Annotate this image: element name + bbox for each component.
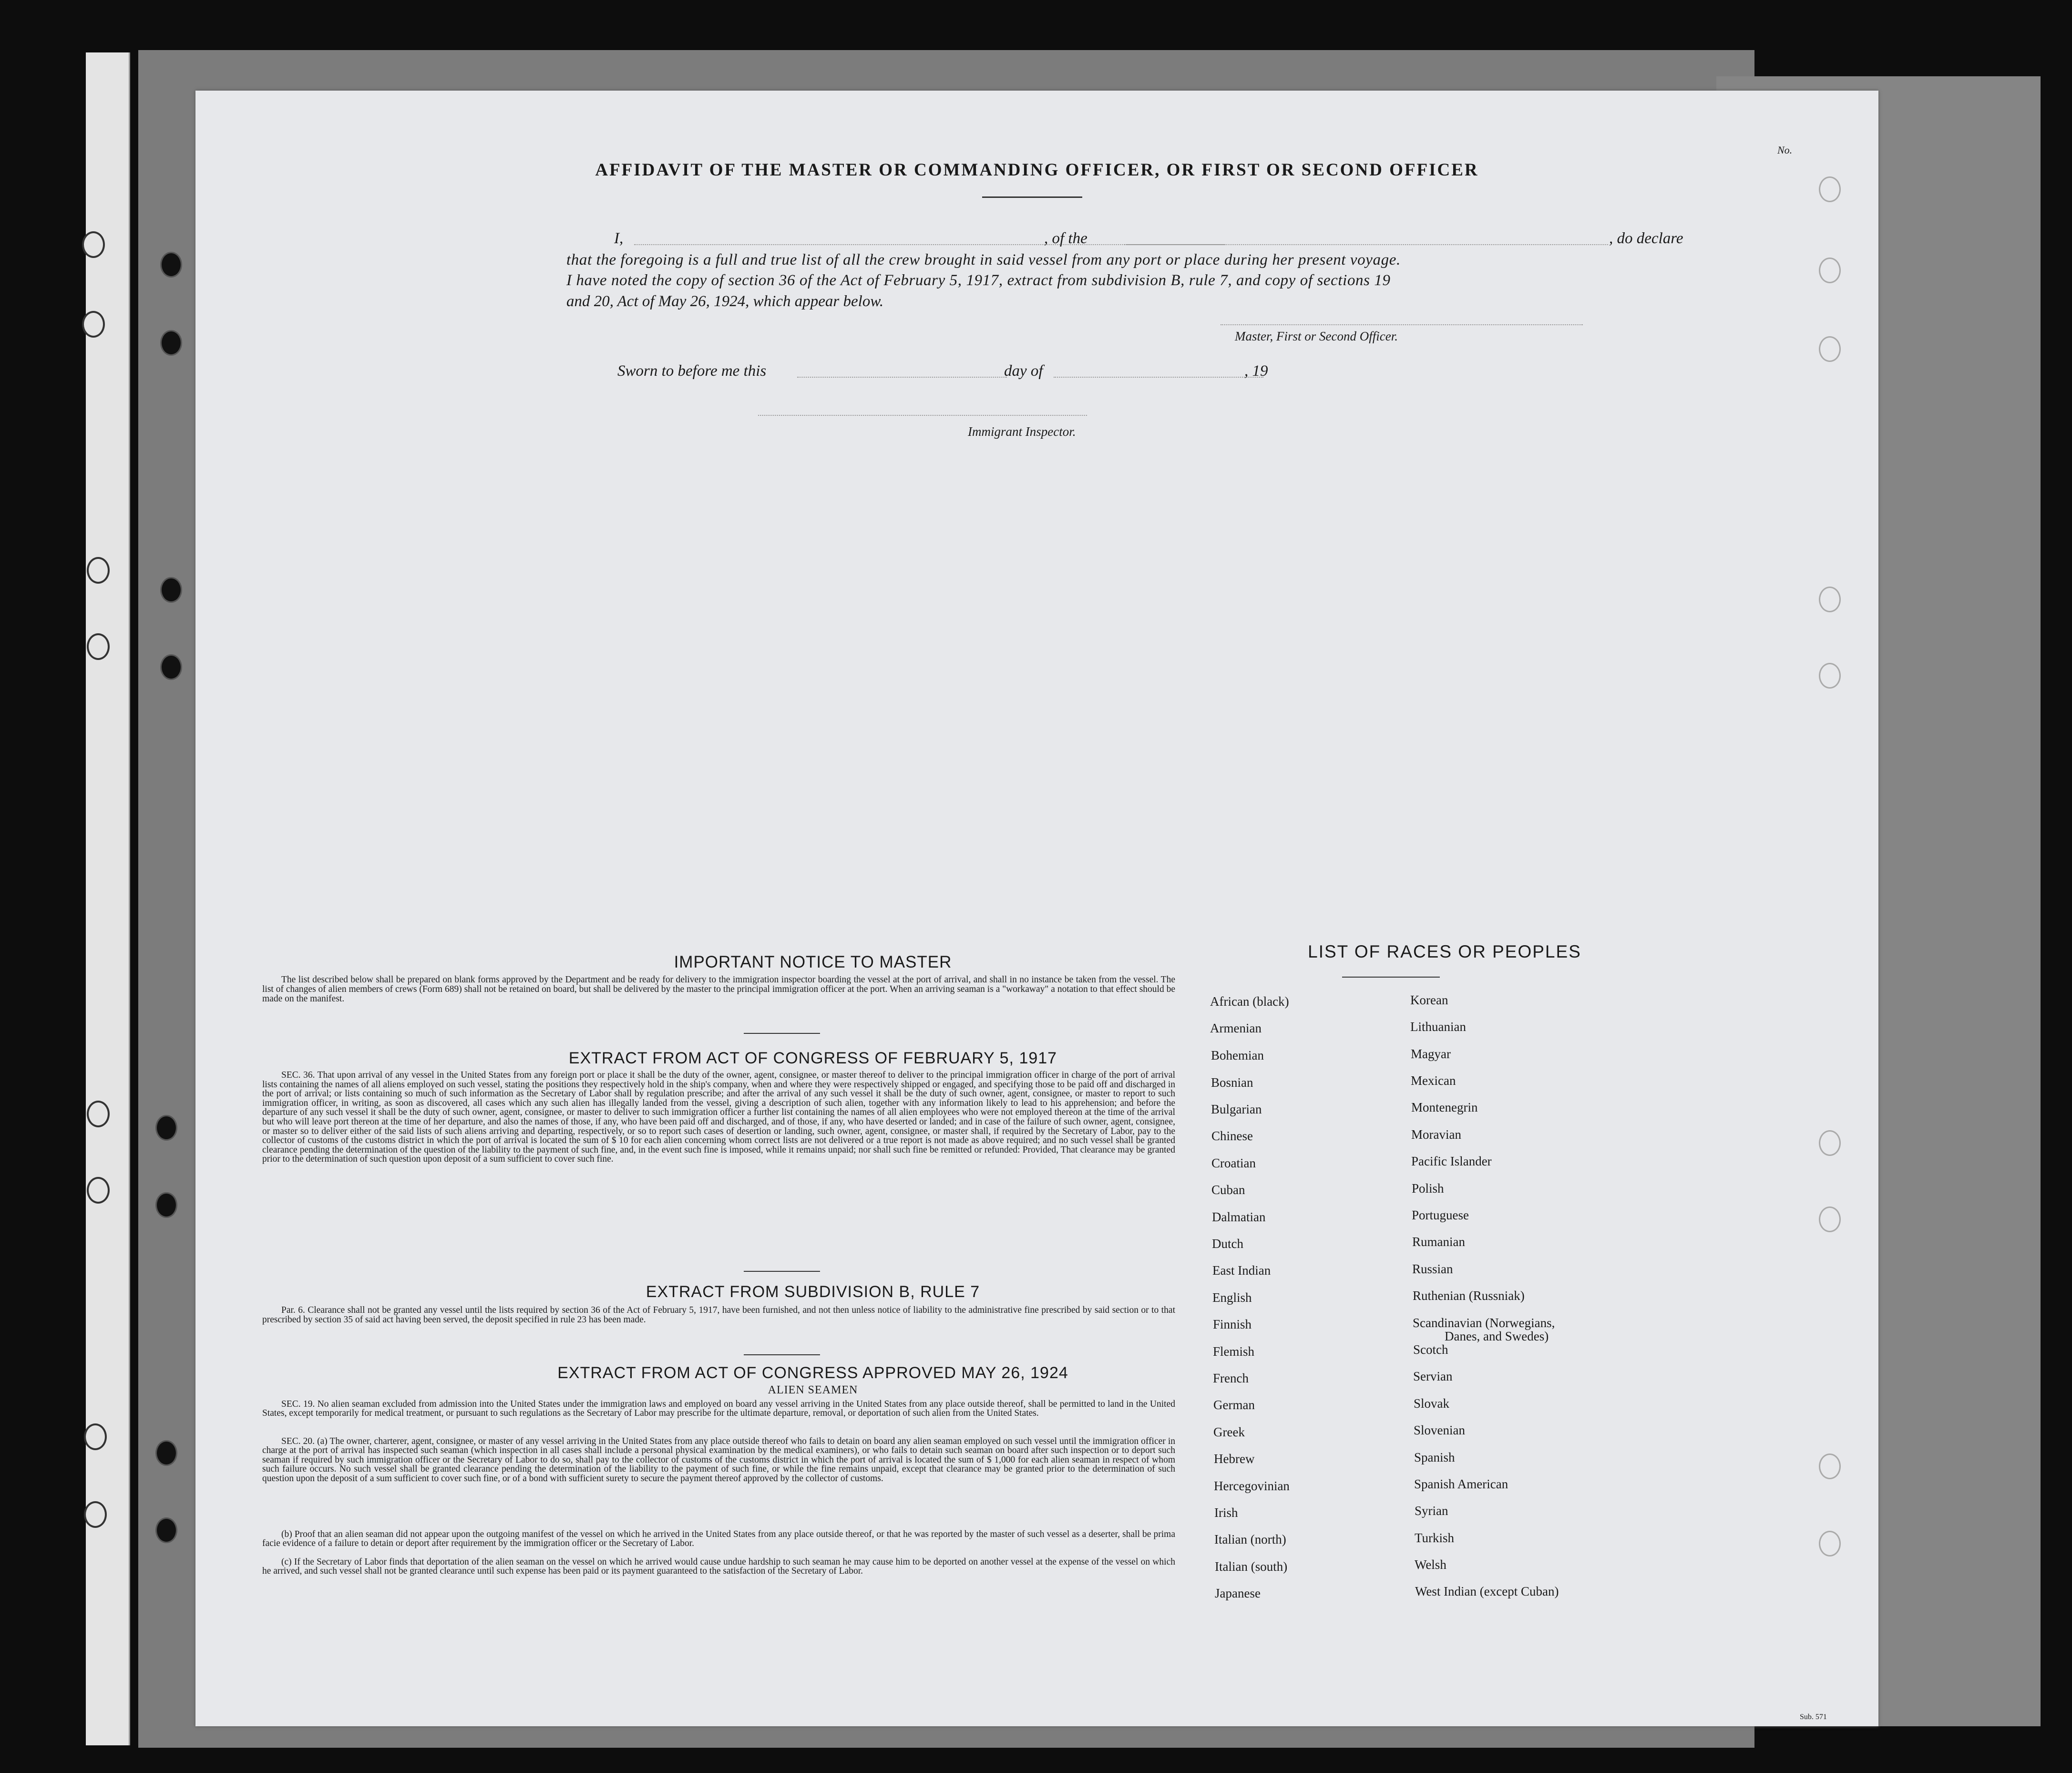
punch-hole — [1819, 1453, 1841, 1479]
race-item: Ruthenian (Russniak) — [1413, 1289, 1525, 1303]
declare-suffix: , do declare — [1609, 230, 1683, 247]
rule-7-body: Par. 6. Clearance shall not be granted any vessel until the lists required by section 36 of the Act of February 5, 1917, have been furnished, and not then unless notice of liability to the administrative fine prescribed by said section or to that prescribed by section 35 of said act having been served, the deposit specified in rule 23 has been made. — [262, 1305, 1175, 1325]
punch-hole — [155, 1440, 177, 1466]
race-item: Chinese — [1211, 1129, 1253, 1143]
sec-20c-body: (c) If the Secretary of Labor finds that deportation of the alien seaman on the vessel on which he arrived would cause undue hardship to such seaman he may cause him to be deported on another vessel at the expense of the vessel on which he arrived, and such vessel shall not be granted clearance until such expense has been paid or its payment guaranteed to the satisfaction of the Secretary of Labor. — [262, 1557, 1175, 1577]
sworn-day-blank — [797, 377, 1007, 378]
sec-19-body: SEC. 19. No alien seaman excluded from admission into the United States under the immigration laws and employed on board any vessel arriving in the United States from any place outside thereof, shall be permitted to land in the United States, except temporarily for medical treatment, or pursuant to such regulations as the Secretary of Labor may prescribe for the ultimate departure, removal, or deportation of such alien from the United States. — [262, 1399, 1175, 1419]
race-item: Turkish — [1415, 1531, 1455, 1545]
race-item: Spanish — [1414, 1450, 1455, 1464]
race-item: Irish — [1214, 1505, 1238, 1520]
race-item: Danes, and Swedes) — [1445, 1329, 1549, 1343]
race-item: Bohemian — [1211, 1048, 1264, 1062]
punch-hole — [160, 577, 182, 603]
affidavit-line-2: that the foregoing is a full and true list of all the crew brought in said vessel from any port or place during her present voyage. — [566, 251, 1401, 268]
sworn-year-prefix: , 19 — [1244, 362, 1268, 380]
master-signature-label: Master, First or Second Officer. — [1235, 329, 1398, 343]
race-item: Polish — [1412, 1181, 1444, 1196]
corner-mark: No. — [1777, 144, 1793, 156]
extract-1917-heading: EXTRACT FROM ACT OF CONGRESS OF FEBRUARY 5, 1917 — [568, 1049, 1057, 1067]
extract-1917-body: SEC. 36. That upon arrival of any vessel in the United States from any foreign port or place it shall be the duty of the owner, agent, consignee, or master thereof to deliver to the principal immigration officer in charge of the port of arrival lists containing the names of all aliens employed on such vessel, stating the positions they respectively hold in the ship's company, when and where they were respectively shipped or engaged, and specifying those to be paid off and discharged in the port of arrival; or lists containing so much of such information as the Secretary of Labor shall by regulation prescribe; and after the arrival of any such vessel it shall be the duty of such owner, agent, consignee, or master to report to such immigration officer, in writing, as soon as discovered, all cases which any such alien has illegally landed from the vessel, giving a description of such alien, together with any information likely to lead to his apprehension; and before the departure of any such vessel it shall be the duty of such owner, agent, consignee, or master to deliver to such immigration officer a further list containing the names of all alien employees who were not employed thereon at the time of the arrival but who will leave port thereon at the time of her departure, and also the names of those, if any, who have been paid off and discharged, and of those, if any, who have deserted or landed; and in case of the failure of such owner, agent, consignee, or master so to deliver either of the said lists of such aliens arriving and departing, respectively, or so to report such cases of desertion or landing, such owner, agent, consignee, or master shall, if required by the Secretary of Labor, pay to the collector of customs of the customs district in which the port of arrival is located the sum of $ 10 for each alien concerning whom correct lists are not delivered or a true report is not made as above required; and no such vessel shall be granted clearance pending the determination of the question of the liability to the payment of such fine, and, in the event such fine is imposed, while it remains unpaid; nor shall such fine be remitted or refunded: Provided, That clearance may be granted prior to the determination of such question upon deposit of a sum sufficient to cover such fine. — [262, 1070, 1175, 1165]
race-item: Italian (north) — [1214, 1532, 1286, 1546]
binding-strip — [86, 52, 130, 1745]
binding-hole — [84, 1423, 107, 1450]
sworn-day-of: day of — [1004, 362, 1043, 380]
race-item: African (black) — [1210, 994, 1289, 1009]
affidavit-title: AFFIDAVIT OF THE MASTER OR COMMANDING OFFICER, OR FIRST OR SECOND OFFICER — [595, 160, 1479, 180]
race-item: Hebrew — [1214, 1452, 1255, 1466]
punch-hole — [160, 330, 182, 356]
punch-hole — [160, 654, 182, 680]
affidavit-page — [195, 91, 1878, 1726]
punch-hole — [155, 1115, 177, 1141]
punch-hole — [155, 1517, 177, 1543]
race-item: Korean — [1410, 993, 1448, 1007]
sworn-prefix: Sworn to before me this — [617, 362, 767, 380]
punch-hole — [1819, 1531, 1841, 1557]
race-item: Scandinavian (Norwegians, — [1413, 1316, 1555, 1330]
race-item: Greek — [1213, 1425, 1245, 1439]
sworn-month-blank — [1054, 377, 1263, 378]
notice-body: The list described below shall be prepared on blank forms approved by the Department and be ready for delivery to the immigration inspector boarding the vessel at the port of arrival, and shall in no instance be taken from the vessel. The list of changes of alien members of crews (Form 689) shall not be retained on board, but shall be delivered by the master to the principal immigration officer at the port. When an arriving seaman is a "workaway" a notation to that effect should be made on the manifest. — [262, 975, 1175, 1004]
race-item: West Indian (except Cuban) — [1415, 1584, 1559, 1598]
punch-hole — [1819, 258, 1841, 283]
punch-hole — [1819, 663, 1841, 689]
punch-hole — [155, 1192, 177, 1218]
races-heading: LIST OF RACES OR PEOPLES — [1308, 942, 1581, 961]
alien-seamen-subheading: ALIEN SEAMEN — [768, 1384, 858, 1396]
affidavit-line-3: I have noted the copy of section 36 of the Act of February 5, 1917, extract from subdivision B, rule 7, and copy of sections 19 — [566, 272, 1391, 289]
race-item: Dutch — [1212, 1237, 1243, 1251]
races-rule — [1342, 977, 1440, 978]
race-item: Syrian — [1415, 1504, 1448, 1518]
punch-hole — [160, 252, 182, 278]
race-item: Cuban — [1211, 1183, 1245, 1197]
binding-hole — [87, 1177, 110, 1204]
rule-7-heading: EXTRACT FROM SUBDIVISION B, RULE 7 — [646, 1283, 980, 1301]
binding-hole — [84, 1501, 107, 1528]
race-item: Japanese — [1215, 1586, 1261, 1600]
title-rule — [982, 196, 1082, 198]
race-item: Welsh — [1415, 1557, 1446, 1572]
master-signature-blank — [1221, 324, 1583, 325]
punch-hole — [1819, 587, 1841, 612]
race-item: Moravian — [1411, 1127, 1461, 1142]
race-item: Rumanian — [1412, 1235, 1465, 1249]
sec-20a-body: SEC. 20. (a) The owner, charterer, agent, consignee, or master of any vessel arriving in the United States from any place outside thereof who fails to detain on board any alien seaman employed on such vessel until the immigration officer in charge at the port of arrival has inspected such seaman (which inspection in all cases shall include a personal physical examination by the medical examiners), or who fails to detain such seaman on board after such inspection or to deport such seaman if required by such immigration officer or the Secretary of Labor to do so, shall pay to the collector of customs of the customs district in which the port of arrival is located the sum of $ 1,000 for each alien seaman in respect of whom such failure occurs. No such vessel shall be granted clearance pending the determination of the liability to the payment of such fine, or while the fine remains unpaid, except that clearance may be granted prior to the determination of such question upon the deposit of a sum sufficient to cover such fine, or of a bond with sufficient surety to secure the payment thereof approved by the collector of customs. — [262, 1436, 1175, 1484]
section-rule — [744, 1033, 820, 1034]
race-item: Magyar — [1411, 1047, 1451, 1061]
binding-hole — [82, 311, 105, 338]
affidavit-line-4: and 20, Act of May 26, 1924, which appear below. — [566, 293, 884, 310]
race-item: Bulgarian — [1211, 1102, 1262, 1116]
vessel-prefix: , of the — [1044, 230, 1087, 247]
race-item: Montenegrin — [1411, 1100, 1478, 1114]
race-item: Lithuanian — [1410, 1020, 1466, 1034]
race-item: Slovenian — [1414, 1423, 1465, 1437]
race-item: Servian — [1413, 1369, 1453, 1383]
race-item: Croatian — [1211, 1156, 1256, 1170]
notice-heading: IMPORTANT NOTICE TO MASTER — [674, 953, 952, 971]
binding-hole — [82, 231, 105, 258]
sec-20b-body: (b) Proof that an alien seaman did not appear upon the outgoing manifest of the vessel on which he arrived in the United States from any place outside thereof, or that he was reported by the master of such vessel as a deserter, shall be prima facie evidence of a failure to detain or deport after requirement by the immigration officer or the Secretary of Labor. — [262, 1529, 1175, 1549]
inspector-label: Immigrant Inspector. — [968, 424, 1076, 439]
race-item: Flemish — [1213, 1344, 1255, 1359]
race-item: East Indian — [1212, 1263, 1271, 1278]
race-item: French — [1213, 1371, 1249, 1385]
race-item: Pacific Islander — [1411, 1154, 1492, 1168]
race-item: Hercegovinian — [1214, 1479, 1290, 1493]
extract-1924-heading: EXTRACT FROM ACT OF CONGRESS APPROVED MAY 26, 1924 — [557, 1364, 1068, 1382]
race-item: Portuguese — [1412, 1208, 1469, 1222]
race-item: Slovak — [1414, 1396, 1450, 1411]
section-rule — [744, 1271, 820, 1272]
form-number: Sub. 571 — [1800, 1713, 1827, 1721]
race-item: Spanish American — [1414, 1477, 1508, 1491]
race-item: Dalmatian — [1212, 1210, 1266, 1224]
race-item: Russian — [1412, 1262, 1453, 1276]
race-item: German — [1213, 1398, 1255, 1412]
punch-hole — [1819, 336, 1841, 362]
binding-hole — [87, 557, 110, 584]
declarant-prefix: I, — [614, 230, 624, 247]
binding-hole — [87, 633, 110, 660]
inspector-signature-blank — [758, 415, 1087, 416]
punch-hole — [1819, 176, 1841, 202]
race-item: Italian (south) — [1215, 1559, 1288, 1574]
race-item: Finnish — [1213, 1317, 1252, 1331]
binding-hole — [87, 1101, 110, 1127]
race-item: Bosnian — [1211, 1075, 1253, 1090]
punch-hole — [1819, 1206, 1841, 1232]
race-item: Scotch — [1413, 1342, 1448, 1357]
race-item: Mexican — [1411, 1073, 1456, 1088]
section-rule — [744, 1354, 820, 1355]
race-item: English — [1212, 1290, 1252, 1305]
vessel-name-blank — [1124, 244, 1608, 245]
race-item: Armenian — [1210, 1021, 1262, 1035]
punch-hole — [1819, 1130, 1841, 1156]
